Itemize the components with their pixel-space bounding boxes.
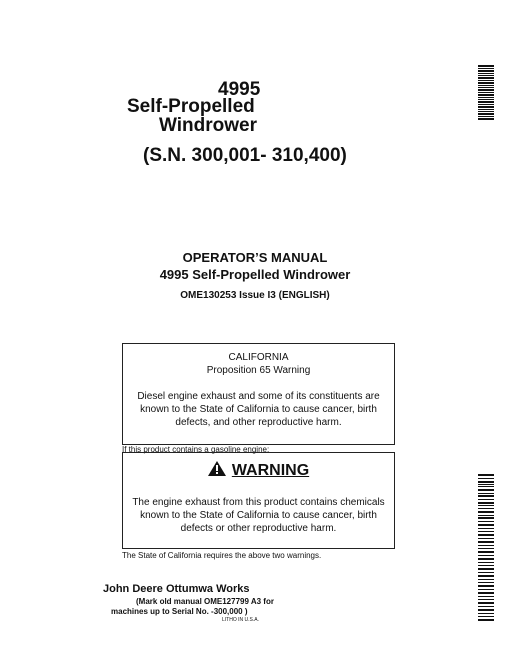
prop65-body-line3: defects, and other reproductive harm. — [175, 417, 342, 428]
warning-heading-row — [123, 461, 394, 480]
prop65-box — [122, 343, 395, 445]
works-name: John Deere Ottumwa Works — [103, 583, 250, 595]
warning-body-line2: known to the State of California to cause cancer, birth — [140, 510, 377, 521]
prop65-title: Proposition 65 Warning — [206, 365, 311, 376]
barcode-side — [478, 474, 494, 622]
serial-range: (S.N. 300,001- 310,400) — [143, 145, 347, 166]
prop65-body-line1: Diesel engine exhaust and some of its constituents are — [137, 391, 380, 402]
state-requirement-note: The State of California requires the above two warnings. — [122, 551, 322, 560]
manual-subtitle: 4995 Self-Propelled Windrower — [159, 267, 351, 282]
barcode-top — [478, 65, 494, 121]
mark-old-manual-line2: machines up to Serial No. -300,000 ) — [111, 607, 248, 616]
product-name-line2: Windrower — [159, 115, 257, 136]
model-number: 4995 — [218, 79, 261, 100]
warning-heading: WARNING — [231, 462, 310, 479]
warning-box — [122, 452, 395, 549]
prop65-state: CALIFORNIA — [228, 352, 289, 363]
manual-title: OPERATOR’S MANUAL — [182, 250, 328, 265]
manual-code: OME130253 Issue I3 (ENGLISH) — [180, 290, 330, 301]
product-name-line1: Self-Propelled — [127, 96, 255, 117]
litho-note: LITHO IN U.S.A. — [222, 617, 259, 623]
gasoline-note: If this product contains a gasoline engine: — [122, 445, 270, 454]
mark-old-manual-line1: (Mark old manual OME127799 A3 for — [136, 597, 274, 606]
warning-body-line1: The engine exhaust from this product contains chemicals — [132, 497, 385, 508]
prop65-body-line2: known to the State of California to cause cancer, birth — [140, 404, 377, 415]
warning-body-line3: defects or other reproductive harm. — [180, 523, 337, 534]
warning-triangle-icon — [208, 461, 226, 476]
